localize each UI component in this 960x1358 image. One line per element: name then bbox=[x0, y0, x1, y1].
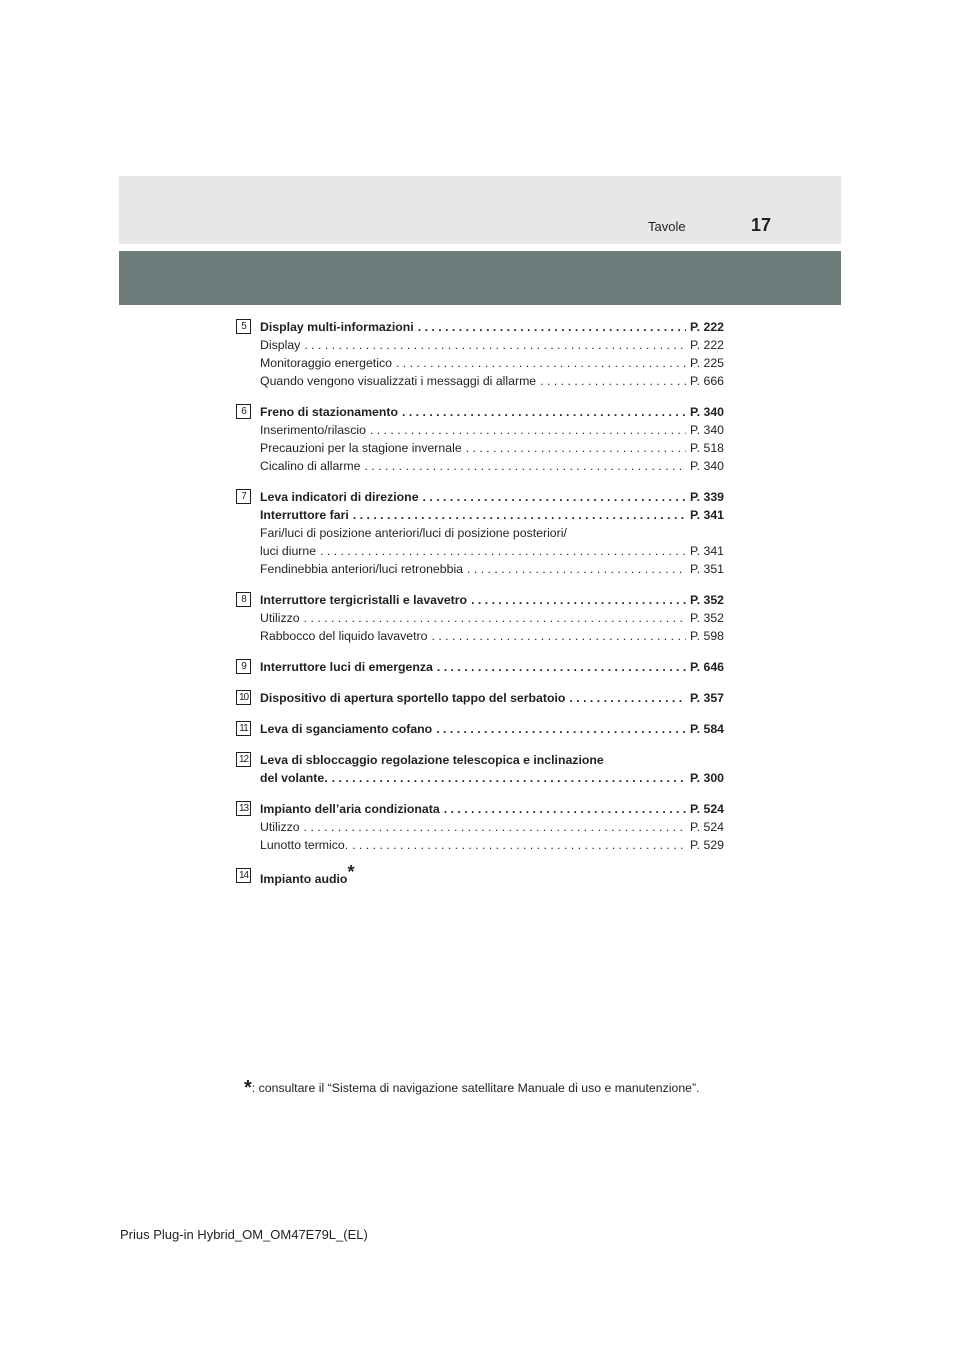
leader-dots bbox=[353, 506, 686, 524]
toc-line[interactable] bbox=[260, 609, 724, 627]
toc-line-text bbox=[260, 457, 360, 475]
toc-entry bbox=[236, 488, 724, 578]
leader-dots bbox=[352, 836, 686, 854]
footnote-mark: * bbox=[244, 1077, 252, 1099]
page-reference: P. 339 bbox=[690, 490, 724, 504]
page-reference: P. 352 bbox=[690, 593, 724, 607]
toc-line[interactable] bbox=[260, 627, 724, 645]
page-reference: P. 340 bbox=[690, 459, 724, 473]
toc-line-text bbox=[260, 560, 463, 578]
toc-line[interactable] bbox=[260, 689, 724, 707]
toc-line[interactable] bbox=[260, 354, 724, 372]
table-of-contents bbox=[236, 318, 724, 898]
leader-dots bbox=[471, 591, 686, 609]
footnote-text: : consultare il “Sistema di navigazione satellitare Manuale di uso e manutenzione”. bbox=[251, 1081, 700, 1095]
item-number-badge: 9 bbox=[236, 659, 251, 674]
toc-line-label: Inserimento/rilascio bbox=[260, 423, 366, 437]
page-reference: P. 341 bbox=[690, 508, 724, 522]
page-reference: P. 646 bbox=[690, 660, 724, 674]
footnote-reference: * bbox=[347, 862, 355, 882]
footer-text: Prius Plug-in Hybrid_OM_OM47E79L_(EL) bbox=[120, 1227, 368, 1242]
page-reference: P. 222 bbox=[690, 320, 724, 334]
toc-line-label: Interruttore fari bbox=[260, 508, 349, 522]
toc-line-label: Dispositivo di apertura sportello tappo del serbatoio bbox=[260, 691, 566, 705]
toc-entry bbox=[236, 689, 724, 707]
page-reference: P. 524 bbox=[690, 820, 724, 834]
toc-entry bbox=[236, 318, 724, 390]
toc-entry bbox=[236, 862, 724, 887]
page-reference: P. 352 bbox=[690, 611, 724, 625]
leader-dots bbox=[304, 336, 686, 354]
leader-dots bbox=[466, 439, 686, 457]
toc-line-label: Precauzioni per la stagione invernale bbox=[260, 441, 462, 455]
toc-line-text bbox=[260, 689, 565, 707]
toc-line[interactable] bbox=[260, 560, 724, 578]
leader-dots bbox=[418, 318, 686, 336]
leader-dots bbox=[304, 818, 686, 836]
toc-line-label: Leva di sganciamento cofano bbox=[260, 722, 433, 736]
toc-line[interactable] bbox=[260, 862, 724, 887]
toc-line-text bbox=[260, 354, 392, 372]
toc-line-label: Cicalino di allarme bbox=[260, 459, 361, 473]
toc-line[interactable] bbox=[260, 506, 724, 524]
header-band-dark bbox=[119, 251, 841, 305]
page-reference: P. 222 bbox=[690, 338, 724, 352]
toc-line[interactable] bbox=[260, 542, 724, 560]
toc-line-text bbox=[260, 403, 398, 421]
toc-line-text bbox=[260, 836, 348, 854]
item-number-badge: 13 bbox=[236, 801, 251, 816]
toc-line-text bbox=[260, 372, 536, 390]
leader-dots bbox=[467, 560, 686, 578]
toc-line-label: Lunotto termico. bbox=[260, 838, 349, 852]
toc-line-text bbox=[260, 720, 432, 738]
toc-line-label: Monitoraggio energetico bbox=[260, 356, 392, 370]
toc-entry bbox=[236, 403, 724, 475]
toc-line-label: Utilizzo bbox=[260, 611, 300, 625]
item-number-badge: 12 bbox=[236, 752, 251, 767]
leader-dots bbox=[304, 609, 686, 627]
leader-dots bbox=[437, 658, 686, 676]
toc-line-text bbox=[260, 658, 433, 676]
leader-dots bbox=[436, 720, 686, 738]
footnote bbox=[244, 1079, 700, 1097]
toc-line-label: luci diurne bbox=[260, 544, 317, 558]
toc-line[interactable] bbox=[260, 457, 724, 475]
toc-line[interactable] bbox=[260, 336, 724, 354]
toc-line-label: Fari/luci di posizione anteriori/luci di posizione posteriori/ bbox=[260, 526, 567, 540]
leader-dots bbox=[370, 421, 686, 439]
item-number-badge: 11 bbox=[236, 721, 251, 736]
toc-line-text bbox=[260, 336, 300, 354]
page-reference: P. 225 bbox=[690, 356, 724, 370]
item-number-badge: 14 bbox=[236, 868, 251, 883]
toc-line-label: Impianto dell’aria condizionata bbox=[260, 802, 440, 816]
toc-line[interactable] bbox=[260, 818, 724, 836]
section-title: Tavole bbox=[648, 219, 686, 234]
toc-line-text bbox=[260, 524, 724, 542]
toc-line-label: Interruttore luci di emergenza bbox=[260, 660, 433, 674]
leader-dots bbox=[402, 403, 686, 421]
toc-line[interactable] bbox=[260, 488, 724, 506]
leader-dots bbox=[320, 542, 686, 560]
toc-line[interactable] bbox=[260, 372, 724, 390]
toc-line-text bbox=[260, 609, 300, 627]
toc-line-label: Leva indicatori di direzione bbox=[260, 490, 419, 504]
toc-entry bbox=[236, 800, 724, 854]
toc-line[interactable] bbox=[260, 751, 724, 769]
toc-line-text bbox=[260, 818, 300, 836]
toc-line-text bbox=[260, 591, 467, 609]
item-number-badge: 6 bbox=[236, 404, 251, 419]
toc-line[interactable] bbox=[260, 769, 724, 787]
header-band-light bbox=[119, 176, 841, 244]
toc-entry bbox=[236, 720, 724, 738]
toc-line-label: Rabbocco del liquido lavavetro bbox=[260, 629, 428, 643]
leader-dots bbox=[540, 372, 686, 390]
page-reference: P. 598 bbox=[690, 629, 724, 643]
toc-entry bbox=[236, 658, 724, 676]
toc-line-label: Utilizzo bbox=[260, 820, 300, 834]
leader-dots bbox=[444, 800, 686, 818]
page-reference: P. 300 bbox=[690, 771, 724, 785]
toc-line-text bbox=[260, 421, 366, 439]
item-number-badge: 7 bbox=[236, 489, 251, 504]
toc-line-text bbox=[260, 318, 414, 336]
toc-line[interactable] bbox=[260, 658, 724, 676]
toc-line-label: Interruttore tergicristalli e lavavetro bbox=[260, 593, 468, 607]
toc-line[interactable] bbox=[260, 403, 724, 421]
leader-dots bbox=[569, 689, 686, 707]
page-reference: P. 518 bbox=[690, 441, 724, 455]
leader-dots bbox=[423, 488, 687, 506]
toc-line-text bbox=[260, 769, 328, 787]
page-reference: P. 357 bbox=[690, 691, 724, 705]
toc-line-text bbox=[260, 439, 462, 457]
toc-line-label: Display bbox=[260, 338, 301, 352]
toc-line[interactable] bbox=[260, 591, 724, 609]
page-reference: P. 524 bbox=[690, 802, 724, 816]
toc-line-label: Quando vengono visualizzati i messaggi di allarme bbox=[260, 374, 537, 388]
toc-line-text bbox=[260, 751, 724, 769]
page-reference: P. 340 bbox=[690, 423, 724, 437]
page-reference: P. 584 bbox=[690, 722, 724, 736]
toc-line-text bbox=[260, 800, 440, 818]
page-reference: P. 351 bbox=[690, 562, 724, 576]
toc-line[interactable] bbox=[260, 524, 724, 542]
page-number: 17 bbox=[751, 215, 772, 235]
toc-line-text bbox=[260, 627, 427, 645]
toc-entry bbox=[236, 751, 724, 787]
leader-dots bbox=[332, 769, 686, 787]
page-reference: P. 341 bbox=[690, 544, 724, 558]
item-number-badge: 10 bbox=[236, 690, 251, 705]
toc-line-text bbox=[260, 542, 316, 560]
item-number-badge: 5 bbox=[236, 319, 251, 334]
toc-line-label: Fendinebbia anteriori/luci retronebbia bbox=[260, 562, 464, 576]
toc-line[interactable] bbox=[260, 800, 724, 818]
toc-line[interactable] bbox=[260, 720, 724, 738]
toc-line-label: del volante. bbox=[260, 771, 328, 785]
toc-line[interactable] bbox=[260, 439, 724, 457]
toc-line[interactable] bbox=[260, 836, 724, 854]
leader-dots bbox=[364, 457, 686, 475]
toc-line-text bbox=[260, 488, 419, 506]
toc-line-text bbox=[260, 506, 349, 524]
toc-line[interactable] bbox=[260, 421, 724, 439]
page-reference: P. 666 bbox=[690, 374, 724, 388]
leader-dots bbox=[431, 627, 686, 645]
toc-entry bbox=[236, 591, 724, 645]
toc-line-label: Impianto audio bbox=[260, 872, 348, 887]
toc-line-label: Freno di stazionamento bbox=[260, 405, 399, 419]
toc-line-label: Display multi-informazioni bbox=[260, 320, 414, 334]
toc-line-text bbox=[260, 862, 724, 888]
item-number-badge: 8 bbox=[236, 592, 251, 607]
leader-dots bbox=[396, 354, 686, 372]
toc-line[interactable] bbox=[260, 318, 724, 336]
page-reference: P. 529 bbox=[690, 838, 724, 852]
toc-line-label: Leva di sbloccaggio regolazione telescopica e inclinazione bbox=[260, 753, 604, 767]
page-reference: P. 340 bbox=[690, 405, 724, 419]
